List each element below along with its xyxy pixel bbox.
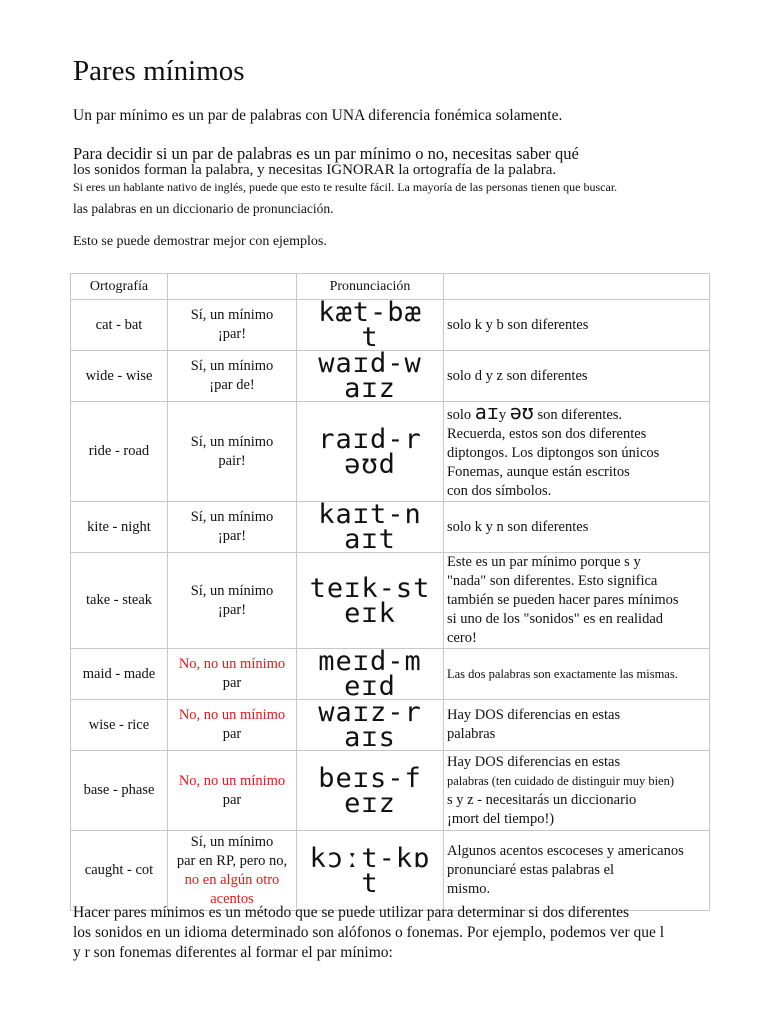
note-line: Recuerda, estos son dos diferentes bbox=[447, 425, 647, 442]
ipa-line: kaɪt-n bbox=[318, 501, 422, 530]
note-line: "nada" son diferentes. Esto significa bbox=[447, 573, 658, 589]
table-row bbox=[71, 649, 710, 700]
word-pair-cell: take - steak bbox=[71, 553, 168, 649]
note-cell bbox=[444, 502, 710, 553]
verdict-line: ¡par! bbox=[217, 528, 247, 544]
ipa-line: aɪt bbox=[344, 524, 396, 553]
ipa-line: teɪk-st bbox=[309, 572, 431, 604]
ipa-inline: aɪ bbox=[474, 401, 499, 424]
note-cell bbox=[444, 351, 710, 402]
ipa-line: eɪz bbox=[344, 787, 396, 819]
word-pair-cell: caught - cot bbox=[71, 831, 168, 911]
note-line: Este es un par mínimo porque s y bbox=[447, 554, 641, 570]
ipa-cell bbox=[297, 831, 444, 911]
verdict-line: par bbox=[222, 791, 242, 808]
verdict-line: ¡par de! bbox=[209, 377, 255, 393]
ipa-cell bbox=[297, 351, 444, 402]
note-cell bbox=[444, 700, 710, 751]
ipa-line: waɪz-r bbox=[318, 699, 422, 728]
ipa-line: aɪs bbox=[344, 722, 396, 751]
note-cell bbox=[444, 751, 710, 831]
header-ortografia: Ortografía bbox=[71, 274, 168, 300]
verdict-line: no en algún otro bbox=[184, 871, 280, 888]
note-line: Las dos palabras son exactamente las mismas. bbox=[447, 666, 678, 681]
verdict-line: par bbox=[222, 675, 242, 691]
note-line: solo d y z son diferentes bbox=[447, 367, 588, 384]
minimal-pairs-table bbox=[70, 273, 710, 911]
ipa-inline: əʊ bbox=[509, 401, 534, 424]
table-row bbox=[71, 831, 710, 911]
ipa-line: kæt-bæ bbox=[318, 299, 422, 328]
note-line: ¡mort del tiempo!) bbox=[447, 810, 555, 827]
note-line: mismo. bbox=[447, 881, 491, 897]
verdict-cell bbox=[168, 402, 297, 502]
word-pair-cell: wise - rice bbox=[71, 700, 168, 751]
ipa-line: əʊd bbox=[344, 448, 396, 480]
word-pair-cell: base - phase bbox=[71, 751, 168, 831]
ipa-line: t bbox=[361, 322, 379, 351]
note-line: Fonemas, aunque están escritos bbox=[447, 463, 630, 480]
page-title: Pares mínimos bbox=[73, 55, 245, 87]
note-line: también se pueden hacer pares mínimos bbox=[447, 592, 679, 608]
ipa-cell bbox=[297, 300, 444, 351]
ipa-line: meɪd-m bbox=[318, 648, 422, 677]
ipa-line: eɪk bbox=[344, 597, 396, 629]
note-fragment: solo bbox=[447, 406, 475, 423]
verdict-line: acentos bbox=[210, 890, 254, 907]
verdict-cell bbox=[168, 751, 297, 831]
verdict-cell bbox=[168, 831, 297, 911]
verdict-line: par bbox=[222, 726, 242, 742]
verdict-line: Sí, un mínimo bbox=[190, 509, 274, 525]
verdict-cell bbox=[168, 649, 297, 700]
ipa-line: beɪs-f bbox=[318, 762, 422, 794]
para2-line3: Si eres un hablante nativo de inglés, puede que esto te resulte fácil. La mayoría de las personas tienen que buscar. bbox=[73, 180, 618, 194]
word-pair-cell: wide - wise bbox=[71, 351, 168, 402]
word-pair-cell: kite - night bbox=[71, 502, 168, 553]
table-row bbox=[71, 402, 710, 502]
intro-text: Un par mínimo es un par de palabras con UNA diferencia fonémica solamente. bbox=[73, 107, 563, 124]
table-row bbox=[71, 700, 710, 751]
verdict-line: Sí, un mínimo bbox=[190, 833, 274, 850]
note-line: diptongos. Los diptongos son únicos bbox=[447, 444, 660, 461]
verdict-line: ¡par! bbox=[217, 326, 247, 342]
word-pair-cell: maid - made bbox=[71, 649, 168, 700]
note-cell bbox=[444, 553, 710, 649]
verdict-cell bbox=[168, 700, 297, 751]
note-cell bbox=[444, 649, 710, 700]
note-line: Hay DOS diferencias en estas bbox=[447, 707, 621, 723]
table-row bbox=[71, 553, 710, 649]
note-line: s y z - necesitarás un diccionario bbox=[447, 791, 637, 808]
ipa-line: eɪd bbox=[344, 671, 396, 700]
ipa-cell bbox=[297, 402, 444, 502]
header-verdict bbox=[168, 274, 297, 300]
verdict-line: Sí, un mínimo bbox=[190, 307, 274, 323]
note-cell bbox=[444, 300, 710, 351]
verdict-cell bbox=[168, 553, 297, 649]
ipa-cell bbox=[297, 700, 444, 751]
note-line: solo k y n son diferentes bbox=[447, 518, 589, 535]
verdict-line: pair! bbox=[218, 452, 246, 469]
ipa-line: t bbox=[361, 867, 379, 899]
table-row bbox=[71, 300, 710, 351]
note-line: pronunciaré estas palabras el bbox=[447, 862, 615, 878]
verdict-cell bbox=[168, 351, 297, 402]
note-line: Algunos acentos escoceses y americanos bbox=[447, 843, 684, 859]
ipa-cell bbox=[297, 751, 444, 831]
verdict-line: Sí, un mínimo bbox=[190, 582, 274, 599]
ipa-cell bbox=[297, 649, 444, 700]
verdict-line: No, no un mínimo bbox=[178, 656, 286, 672]
note-line: con dos símbolos. bbox=[447, 482, 552, 499]
para2-line2: los sonidos forman la palabra, y necesitas IGNORAR la ortografía de la palabra. bbox=[73, 162, 557, 178]
table-row bbox=[71, 351, 710, 402]
ipa-cell bbox=[297, 502, 444, 553]
note-line: palabras (ten cuidado de distinguir muy bien) bbox=[447, 773, 675, 788]
verdict-cell bbox=[168, 300, 297, 351]
header-pronunciacion: Pronunciación bbox=[297, 274, 444, 300]
ipa-line: kɔːt-kɒ bbox=[309, 842, 431, 874]
word-pair-cell: ride - road bbox=[71, 402, 168, 502]
ipa-line: waɪd-w bbox=[318, 350, 422, 379]
verdict-line: ¡par! bbox=[217, 601, 247, 618]
verdict-line: par en RP, pero no, bbox=[176, 852, 288, 869]
note-line: Hay DOS diferencias en estas bbox=[447, 753, 621, 770]
ipa-cell bbox=[297, 553, 444, 649]
verdict-line: No, no un mínimo bbox=[178, 772, 286, 789]
footer-line3: y r son fonemas diferentes al formar el par mínimo: bbox=[73, 944, 393, 961]
verdict-line: No, no un mínimo bbox=[178, 707, 286, 723]
note-line: si uno de los "sonidos" es en realidad bbox=[447, 611, 664, 627]
header-notes bbox=[444, 274, 710, 300]
note-cell bbox=[444, 831, 710, 911]
word-pair-cell: cat - bat bbox=[71, 300, 168, 351]
para3-text: Esto se puede demostrar mejor con ejemplos. bbox=[73, 234, 327, 249]
para2-line1: Para decidir si un par de palabras es un par mínimo o no, necesitas saber qué bbox=[73, 144, 579, 163]
verdict-line: Sí, un mínimo bbox=[190, 433, 274, 450]
verdict-cell bbox=[168, 502, 297, 553]
footer-line2: los sonidos en un idioma determinado son alófonos o fonemas. Por ejemplo, podemos ver que l bbox=[73, 924, 665, 941]
table-row bbox=[71, 502, 710, 553]
note-line: solo k y b son diferentes bbox=[447, 316, 589, 333]
table-header-row bbox=[71, 274, 710, 300]
note-cell bbox=[444, 402, 710, 502]
footer-line1: Hacer pares mínimos es un método que se puede utilizar para determinar si dos diferentes bbox=[73, 904, 630, 921]
note-line bbox=[447, 403, 709, 425]
para2-line4: las palabras en un diccionario de pronunciación. bbox=[73, 201, 334, 216]
table-row bbox=[71, 751, 710, 831]
verdict-line: Sí, un mínimo bbox=[190, 358, 274, 374]
note-line: cero! bbox=[447, 630, 477, 646]
ipa-line: raɪd-r bbox=[318, 423, 422, 455]
note-fragment: y bbox=[498, 406, 510, 423]
note-fragment: son diferentes. bbox=[533, 406, 623, 423]
ipa-line: aɪz bbox=[344, 373, 396, 402]
note-line: palabras bbox=[447, 726, 496, 742]
